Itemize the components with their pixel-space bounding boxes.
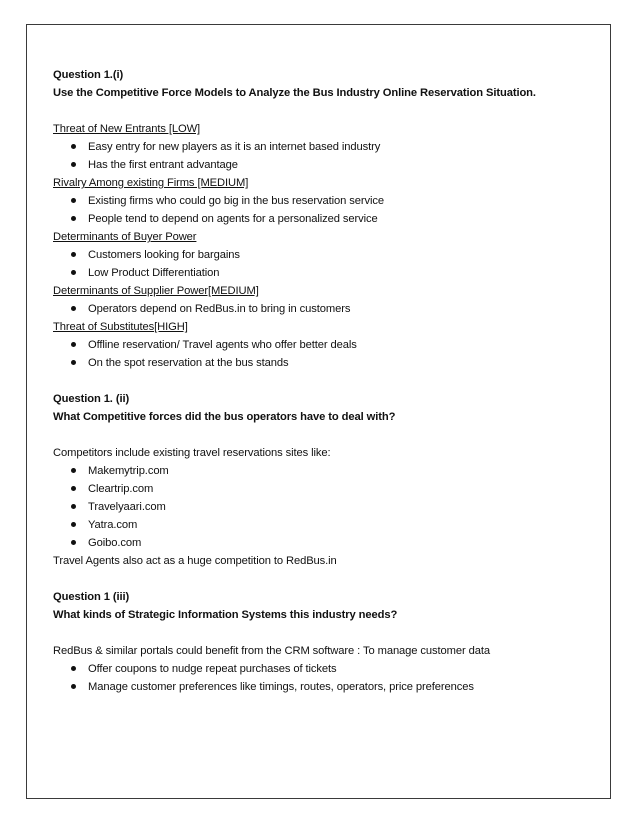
force-list-buyer-power xyxy=(53,246,598,282)
question-1-ii-prompt: What Competitive forces did the bus operators have to deal with? xyxy=(53,411,396,423)
competitors-closing: Travel Agents also act as a huge competition to RedBus.in xyxy=(53,555,337,567)
list-item: Has the first entrant advantage xyxy=(53,156,598,174)
question-1-iii-section xyxy=(53,588,598,696)
bullet-icon xyxy=(71,468,76,473)
list-item: Easy entry for new players as it is an internet based industry xyxy=(53,138,598,156)
competitor-list xyxy=(53,462,598,552)
bullet-icon xyxy=(71,522,76,527)
bullet-icon xyxy=(71,162,76,167)
force-title-substitutes: Threat of Substitutes[HIGH] xyxy=(53,321,188,333)
list-item: On the spot reservation at the bus stands xyxy=(53,354,598,372)
force-list-new-entrants xyxy=(53,138,598,174)
list-item: Travelyaari.com xyxy=(53,498,598,516)
bullet-icon xyxy=(71,270,76,275)
question-1-i-heading: Question 1.(i) xyxy=(53,69,124,81)
list-item: Yatra.com xyxy=(53,516,598,534)
force-list-rivalry xyxy=(53,192,598,228)
list-item: Offline reservation/ Travel agents who offer better deals xyxy=(53,336,598,354)
question-1-i-section xyxy=(53,66,598,372)
document-body xyxy=(53,66,598,696)
force-list-supplier-power xyxy=(53,300,598,318)
force-title-rivalry: Rivalry Among existing Firms [MEDIUM] xyxy=(53,177,249,189)
bullet-icon xyxy=(71,360,76,365)
list-item: Manage customer preferences like timings, routes, operators, price preferences xyxy=(53,678,598,696)
question-1-ii-section xyxy=(53,390,598,570)
list-item: Makemytrip.com xyxy=(53,462,598,480)
bullet-icon xyxy=(71,306,76,311)
competitors-intro: Competitors include existing travel reservations sites like: xyxy=(53,447,331,459)
list-item: Customers looking for bargains xyxy=(53,246,598,264)
list-item: Cleartrip.com xyxy=(53,480,598,498)
bullet-icon xyxy=(71,144,76,149)
question-1-i-prompt: Use the Competitive Force Models to Analyze the Bus Industry Online Reservation Situation. xyxy=(53,87,536,99)
list-item: Operators depend on RedBus.in to bring in customers xyxy=(53,300,598,318)
force-title-supplier-power: Determinants of Supplier Power[MEDIUM] xyxy=(53,285,259,297)
bullet-icon xyxy=(71,198,76,203)
bullet-icon xyxy=(71,684,76,689)
list-item: Existing firms who could go big in the bus reservation service xyxy=(53,192,598,210)
list-item: Low Product Differentiation xyxy=(53,264,598,282)
crm-list xyxy=(53,660,598,696)
bullet-icon xyxy=(71,504,76,509)
bullet-icon xyxy=(71,342,76,347)
list-item: Offer coupons to nudge repeat purchases of tickets xyxy=(53,660,598,678)
force-title-buyer-power: Determinants of Buyer Power xyxy=(53,231,197,243)
crm-intro: RedBus & similar portals could benefit from the CRM software : To manage customer data xyxy=(53,645,491,657)
bullet-icon xyxy=(71,540,76,545)
bullet-icon xyxy=(71,486,76,491)
bullet-icon xyxy=(71,666,76,671)
force-title-new-entrants: Threat of New Entrants [LOW] xyxy=(53,123,201,135)
force-list-substitutes xyxy=(53,336,598,372)
list-item: Goibo.com xyxy=(53,534,598,552)
question-1-iii-heading: Question 1 (iii) xyxy=(53,591,130,603)
bullet-icon xyxy=(71,252,76,257)
bullet-icon xyxy=(71,216,76,221)
list-item: People tend to depend on agents for a personalized service xyxy=(53,210,598,228)
question-1-ii-heading: Question 1. (ii) xyxy=(53,393,130,405)
question-1-iii-prompt: What kinds of Strategic Information Systems this industry needs? xyxy=(53,609,398,621)
